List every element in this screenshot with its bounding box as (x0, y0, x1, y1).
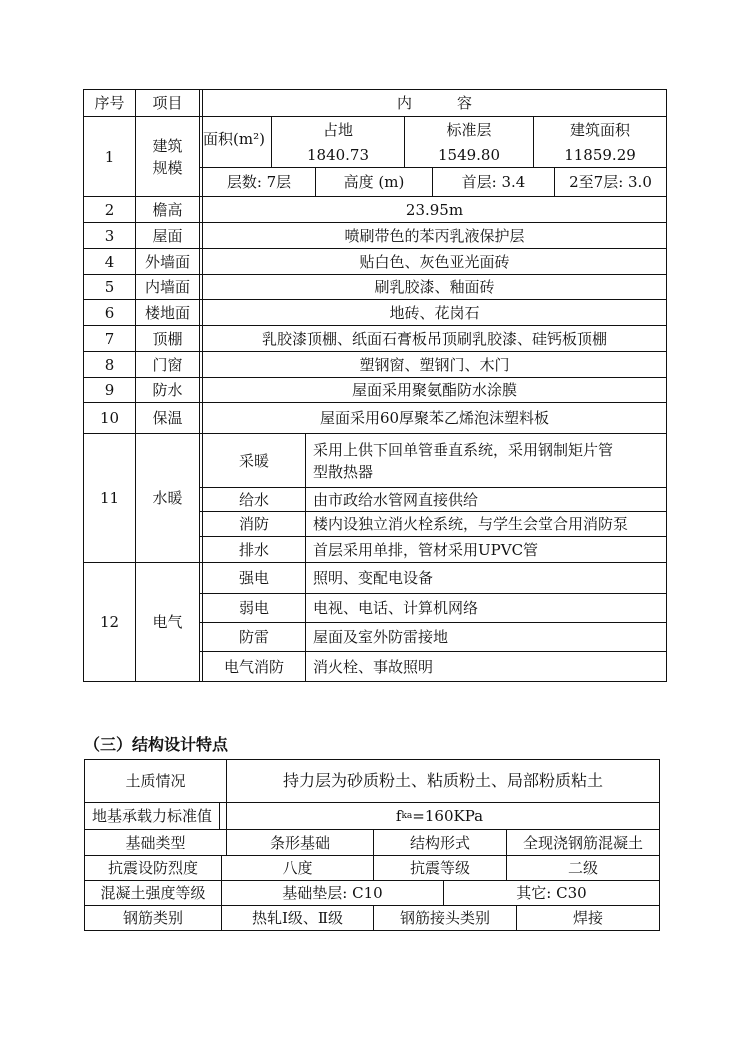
land-label: 占地 (322, 120, 353, 139)
electrical-fire-label: 电气消防 (223, 657, 284, 676)
row-2-content: 23.95m (405, 200, 464, 219)
concrete-label: 混凝土强度等级 (100, 884, 206, 902)
rebar-value: 热轧Ⅰ级、Ⅱ级 (251, 909, 344, 927)
fire-protection-label: 消防 (238, 515, 269, 533)
row-4-no: 4 (104, 252, 115, 271)
row-8-content: 塑钢窗、塑钢门、木门 (359, 355, 510, 374)
rebar-label: 钢筋类别 (122, 909, 183, 927)
row-12-item: 电气 (152, 613, 183, 631)
row-8-item: 门窗 (152, 355, 183, 374)
soil-value: 持力层为砂质粉土、粘质粉土、局部粉质粘土 (282, 771, 603, 790)
row-4-content: 贴白色、灰色亚光面砖 (359, 252, 510, 271)
row-9-no: 9 (104, 381, 115, 399)
water-supply-label: 给水 (238, 490, 269, 509)
row-12-no: 12 (99, 613, 120, 631)
standard-floor-label: 标准层 (446, 120, 492, 139)
drainage-content: 首层采用单排，管材采用UPVC管 (313, 540, 539, 559)
fire-protection-content: 楼内设独立消火栓系统，与学生会堂合用消防泵 (313, 515, 629, 533)
joint-label: 钢筋接头类别 (399, 909, 490, 927)
section-title: （三）结构设计特点 (84, 735, 229, 754)
lightning-protection-label: 防雷 (238, 628, 269, 646)
row-3-item: 屋面 (152, 226, 183, 245)
row-5-item: 内墙面 (144, 278, 190, 296)
weak-current-label: 弱电 (238, 599, 269, 617)
row-11-item: 水暖 (152, 489, 183, 507)
row-7-content: 乳胶漆顶棚、纸面石膏板吊顶刷乳胶漆、硅钙板顶棚 (261, 329, 607, 348)
row-5-content: 刷乳胶漆、釉面砖 (374, 278, 495, 296)
seismic-value: 八度 (282, 859, 313, 877)
weak-current-content: 电视、电话、计算机网络 (313, 599, 479, 617)
row-7-item: 顶棚 (152, 329, 183, 348)
concrete-base: 基础垫层: C10 (282, 884, 383, 902)
heating-content: 采用上供下回单管垂直系统，采用钢制矩片管 型散热器 (313, 440, 614, 481)
row-2-no: 2 (104, 200, 115, 219)
row-10-content: 屋面采用60厚聚苯乙烯泡沫塑料板 (319, 409, 550, 427)
bearing-symbol: f (395, 807, 402, 825)
row-1-item: 建筑 规模 (152, 136, 183, 177)
soil-label: 土质情况 (125, 772, 186, 790)
row-4-item: 外墙面 (144, 252, 190, 271)
drainage-label: 排水 (238, 540, 269, 559)
row-11-no: 11 (99, 489, 120, 507)
bearing-subscript: ka (401, 811, 413, 821)
row-3-no: 3 (104, 226, 115, 245)
bearing-value (220, 803, 659, 829)
seismic-label: 抗震设防烈度 (107, 859, 198, 877)
lightning-protection-content: 屋面及室外防雷接地 (313, 628, 449, 646)
row-9-content: 屋面采用聚氨酯防水涂膜 (351, 381, 517, 399)
area-label (203, 117, 271, 167)
building-area-label: 建筑面积 (569, 120, 630, 139)
row-2-item: 檐高 (152, 200, 183, 219)
row-6-item: 楼地面 (144, 303, 190, 322)
bearing-label: 地基承载力标准值 (91, 807, 212, 825)
seismic-grade-value: 二级 (567, 859, 598, 877)
strong-current-content: 照明、变配电设备 (313, 569, 434, 587)
foundation-label: 基础类型 (125, 833, 186, 852)
row-8-no: 8 (104, 355, 115, 374)
heating-label: 采暖 (238, 451, 269, 470)
row-9-item: 防水 (152, 381, 183, 399)
floors-count: 层数: 7层 (226, 173, 292, 191)
header-item: 项目 (152, 94, 183, 112)
seismic-grade-label: 抗震等级 (409, 859, 470, 877)
water-supply-content: 由市政给水管网直接供给 (313, 490, 479, 509)
area-label-text: 面积(m²) (203, 130, 265, 148)
row-1-no: 1 (104, 147, 115, 166)
electrical-fire-content: 消火栓、事故照明 (313, 657, 434, 676)
row-7-no: 7 (104, 329, 115, 348)
structure-label: 结构形式 (409, 833, 470, 852)
header-content: 内 容 (396, 94, 472, 112)
floors-2-7-height: 2至7层: 3.0 (569, 173, 652, 191)
row-3-content: 喷刷带色的苯丙乳液保护层 (344, 226, 525, 245)
structure-value: 全现浇钢筋混凝土 (522, 833, 643, 852)
joint-value: 焊接 (572, 909, 603, 927)
standard-floor-value: 1549.80 (437, 145, 501, 164)
row-10-no: 10 (99, 409, 120, 427)
bearing-number: =160KPa (412, 807, 484, 825)
concrete-other: 其它: C30 (516, 884, 587, 902)
land-value: 1840.73 (306, 145, 370, 164)
row-10-item: 保温 (152, 409, 183, 427)
strong-current-label: 强电 (238, 569, 269, 587)
foundation-value: 条形基础 (269, 833, 330, 852)
first-floor-height: 首层: 3.4 (461, 173, 526, 191)
height-label: 高度 (m) (343, 173, 405, 191)
row-6-no: 6 (104, 303, 115, 322)
header-seq: 序号 (94, 94, 125, 112)
row-6-content: 地砖、花岗石 (389, 303, 480, 322)
row-5-no: 5 (104, 278, 115, 296)
building-area-value: 11859.29 (564, 145, 636, 164)
